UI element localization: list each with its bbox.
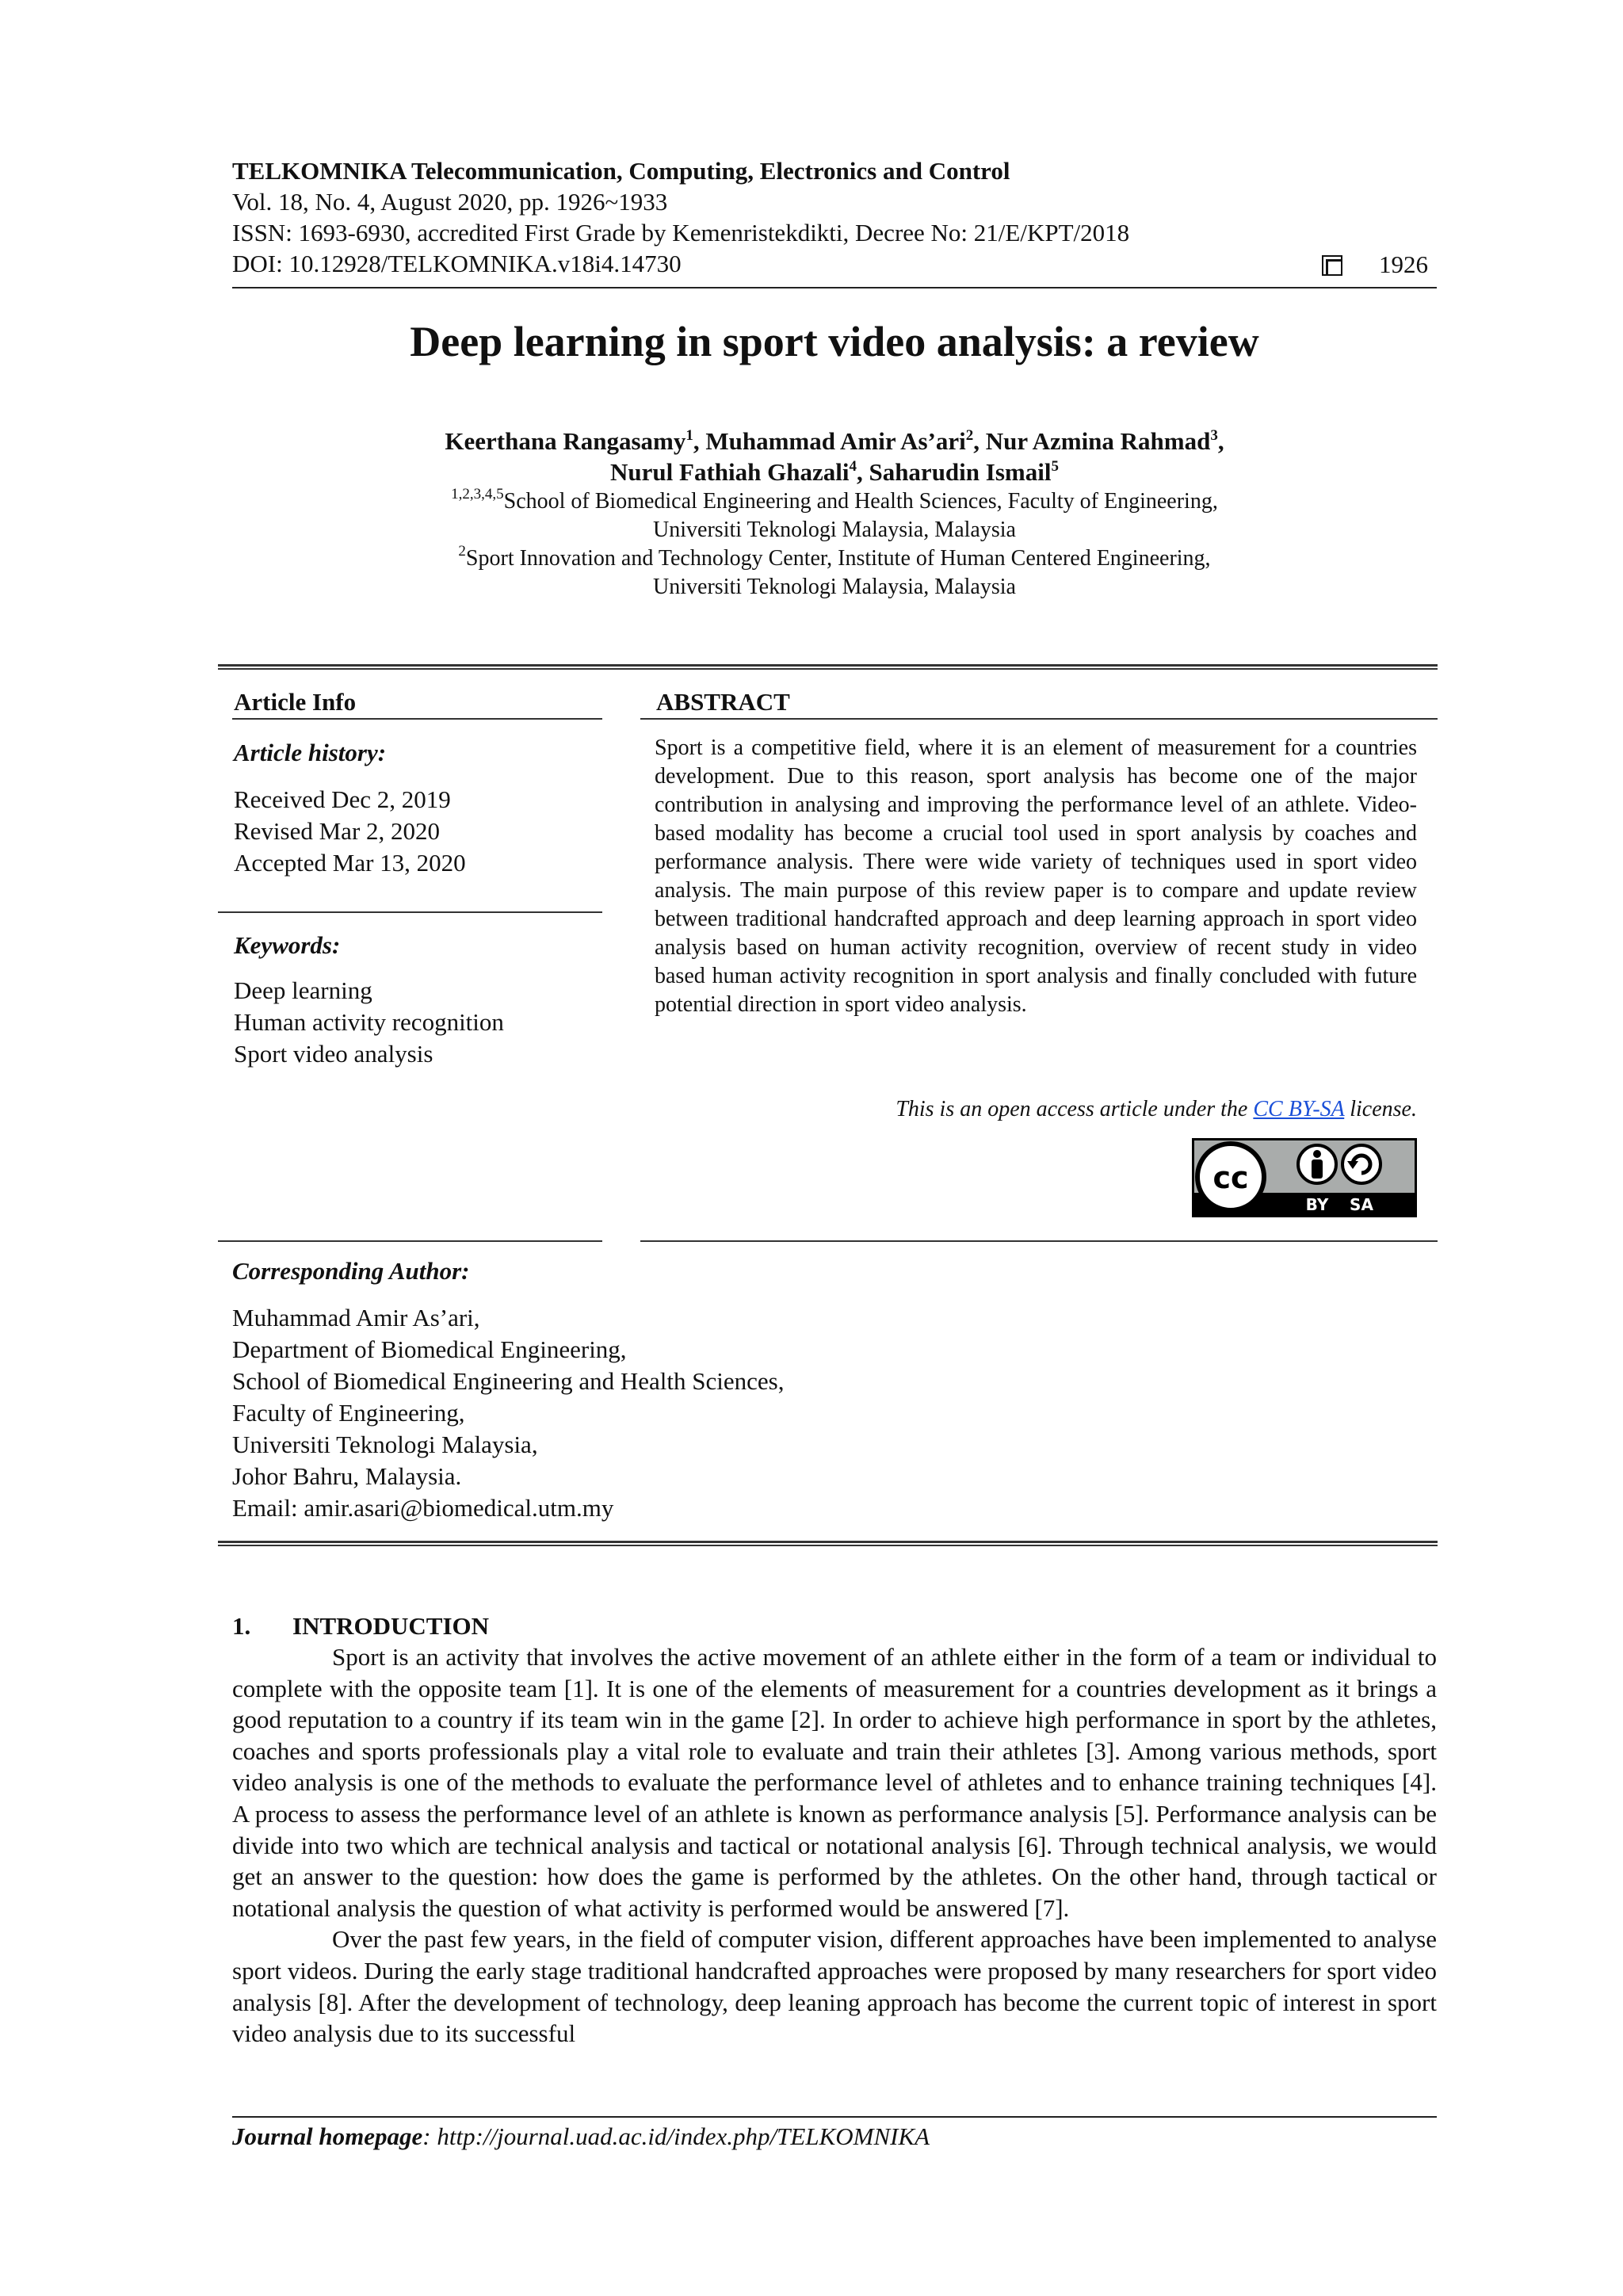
author-detail-line: School of Biomedical Engineering and Health Sciences,: [232, 1367, 785, 1395]
license-suffix: license.: [1344, 1097, 1417, 1121]
author-name: , Nur Azmina Rahmad: [973, 427, 1211, 455]
abstract-bottom-rule: [640, 1240, 1438, 1242]
keyword: Deep learning: [234, 976, 372, 1004]
badge-by-label: BY: [1305, 1195, 1329, 1214]
received-date: Received Dec 2, 2019: [234, 785, 451, 813]
author-detail-line: Universiti Teknologi Malaysia,: [232, 1431, 538, 1458]
license-statement: [655, 1095, 1417, 1124]
abstract-rule: [640, 718, 1438, 720]
journal-title: TELKOMNIKA Telecommunication, Computing, Electronics and Control: [232, 157, 1010, 185]
author-name: , Muhammad Amir As’ari: [693, 427, 966, 455]
keywords-list: [234, 975, 504, 1070]
author-name: Keerthana Rangasamy: [445, 427, 686, 455]
sa-share-icon: [1342, 1145, 1381, 1183]
journal-footer: [232, 2121, 930, 2152]
author-sup: 4: [849, 458, 857, 475]
cc-by-sa-badge[interactable]: [1192, 1138, 1417, 1217]
author-list: [232, 426, 1437, 487]
author-detail-line: Muhammad Amir As’ari,: [232, 1304, 480, 1331]
footer-rule: [232, 2116, 1437, 2118]
author-sup: 2: [965, 427, 974, 444]
paragraph: Sport is an activity that involves the active movement of an athlete either in the form of a team or individual to complete with the opposite team [1]. It is one of the elements of measurement for a countries development as it brings a good reputation to a country if its team win in the game [2]. In order to achieve high performance in sport by the athletes, coaches and sports professionals play a vital role to evaluate and train their athletes [3]. Among various methods, sport video analysis is one of the methods to evaluate the performance level of athletes and to enhance training techniques [4]. A process to assess the performance level of an athlete is known as performance analysis [5]. Performance analysis can be divide into two which are technical analysis and tactical or notational analysis [6]. Through technical analysis, we would get an answer to the question: how does the game is performed by the athletes. On the other hand, through tactical or notational analysis the question of what activity is performed would be answered [7].: [232, 1643, 1437, 1922]
badge-sa-label: SA: [1350, 1195, 1373, 1214]
section-title: INTRODUCTION: [292, 1612, 490, 1640]
abstract-text: Sport is a competitive field, where it is an element of measurement for a countries development. Due to this reason, sport analysis has become one of the major contribution in analysing and improving the performance level of an athlete. Video-based modality has become a crucial tool used in sport analysis by coaches and performance analysis. There were wide variety of techniques used in sport video analysis. The main purpose of this review paper is to compare and update review between traditional handcrafted approach and deep learning approach in sport video analysis based on human activity recognition, overview of recent study in video based human activity recognition in sport analysis and finally concluded with future potential direction in sport video analysis.: [655, 735, 1417, 1017]
author-sup: 3: [1210, 427, 1218, 444]
affiliation-line: Universiti Teknologi Malaysia, Malaysia: [653, 575, 1016, 599]
author-name: Nurul Fathiah Ghazali: [610, 458, 850, 486]
author-detail-line: Department of Biomedical Engineering,: [232, 1335, 627, 1363]
header-rule: [232, 287, 1437, 288]
accepted-date: Accepted Mar 13, 2020: [234, 849, 466, 877]
author-email: Email: amir.asari@biomedical.utm.my: [232, 1494, 614, 1522]
frame-top-rule: [218, 664, 1438, 670]
badge-graphic: [1194, 1140, 1415, 1215]
homepage-url[interactable]: : http://journal.uad.ac.id/index.php/TELKOMNIKA: [422, 2122, 930, 2150]
author-name: , Saharudin Ismail: [856, 458, 1052, 486]
cc-logo-text: cc: [1212, 1160, 1249, 1195]
abstract-heading: ABSTRACT: [656, 688, 790, 716]
page-number: 1926: [1379, 250, 1428, 278]
keywords-bottom-rule: [218, 1240, 602, 1242]
license-prefix: This is an open access article under the: [896, 1097, 1254, 1121]
article-info-heading: Article Info: [234, 688, 357, 716]
page-box-icon: [1322, 255, 1342, 276]
corresponding-author: [232, 1255, 1183, 1524]
frame-bottom-rule: [218, 1541, 1438, 1546]
keywords-heading: Keywords:: [234, 931, 341, 959]
affiliation-line: Sport Innovation and Technology Center, Institute of Human Centered Engineering,: [465, 546, 1211, 571]
author-sup: 5: [1051, 458, 1059, 475]
affiliations: [232, 487, 1437, 602]
corresponding-author-heading: Corresponding Author:: [232, 1257, 470, 1285]
cc-by-sa-link[interactable]: CC BY-SA: [1253, 1097, 1345, 1121]
section-number: 1.: [232, 1612, 251, 1640]
author-detail-line: Faculty of Engineering,: [232, 1399, 465, 1427]
author-sup: 1: [685, 427, 693, 444]
article-history: [234, 784, 466, 879]
affiliation-sup: 2: [458, 543, 466, 560]
history-heading: Article history:: [234, 739, 387, 766]
doi-line: DOI: 10.12928/TELKOMNIKA.v18i4.14730: [232, 250, 682, 277]
author-detail-line: Johor Bahru, Malaysia.: [232, 1462, 462, 1490]
affiliation-sup: 1,2,3,4,5: [451, 486, 504, 502]
journal-header: [232, 155, 1437, 279]
keyword: Human activity recognition: [234, 1008, 504, 1036]
volume-line: Vol. 18, No. 4, August 2020, pp. 1926~1933: [232, 188, 668, 216]
issn-line: ISSN: 1693-6930, accredited First Grade by Kemenristekdikti, Decree No: 21/E/KPT/2018: [232, 219, 1130, 246]
paper-title: Deep learning in sport video analysis: a review: [410, 318, 1259, 365]
section-heading: [232, 1610, 489, 1641]
history-rule: [218, 911, 602, 913]
introduction-body: [232, 1641, 1437, 2050]
affiliation-line: Universiti Teknologi Malaysia, Malaysia: [653, 518, 1016, 542]
author-separator: ,: [1217, 427, 1224, 455]
paragraph: Over the past few years, in the field of computer vision, different approaches have been implemented to analyse sport videos. During the early stage traditional handcrafted approaches were proposed by many researchers for sport video analysis [8]. After the development of technology, deep leaning approach has become the current topic of interest in sport video analysis due to its successful: [232, 1925, 1437, 2048]
corresponding-author-details: [232, 1302, 1183, 1524]
article-info-rule: [232, 718, 602, 720]
affiliation-line: School of Biomedical Engineering and Health Sciences, Faculty of Engineering,: [503, 489, 1218, 514]
homepage-label: Journal homepage: [232, 2122, 423, 2150]
revised-date: Revised Mar 2, 2020: [234, 817, 441, 845]
keyword: Sport video analysis: [234, 1040, 433, 1068]
